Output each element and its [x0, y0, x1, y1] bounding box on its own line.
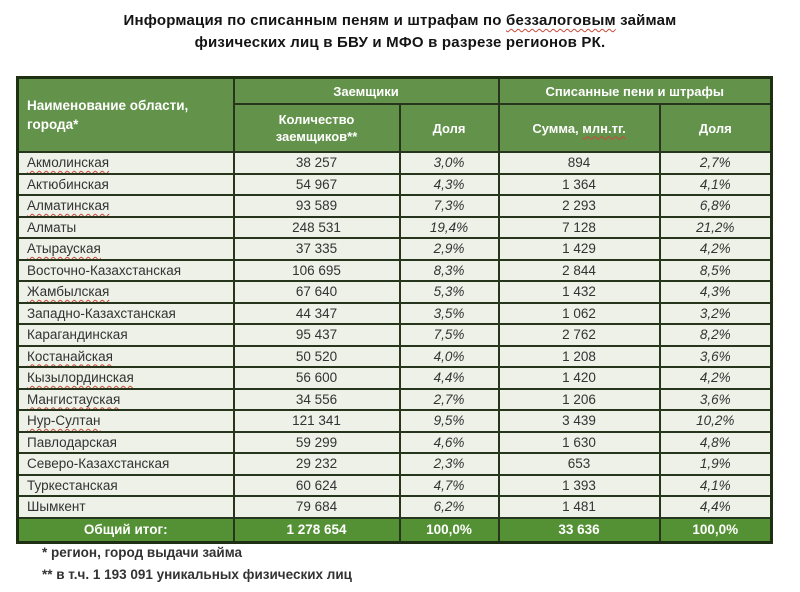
table-row [18, 260, 772, 282]
count-share-cell: 2,9% [400, 238, 499, 260]
title-text-part1: Информация по списанным пеням и штрафам по [123, 12, 507, 29]
footnote-region: * регион, город выдачи займа [42, 545, 243, 560]
sum-share-cell: 4,1% [660, 475, 772, 497]
count-cell: 95 437 [234, 324, 400, 346]
table-header [18, 78, 772, 153]
footnote-unique-individuals: ** в т.ч. 1 193 091 уникальных физических лиц [42, 567, 352, 582]
table-row [18, 475, 772, 497]
count-share-cell: 4,0% [400, 346, 499, 368]
count-share-cell: 3,0% [400, 152, 499, 174]
count-share-cell: 19,4% [400, 217, 499, 239]
count-share-cell: 7,3% [400, 195, 499, 217]
count-share-cell: 8,3% [400, 260, 499, 282]
total-label: Общий итог: [18, 518, 234, 543]
sum-share-cell: 8,5% [660, 260, 772, 282]
region-name: Туркестанская [27, 477, 118, 493]
column-group-written-off: Списанные пени и штрафы [499, 78, 772, 105]
region-cell [18, 195, 234, 217]
sum-share-cell: 10,2% [660, 410, 772, 432]
sum-share-cell: 21,2% [660, 217, 772, 239]
regions-table [16, 76, 773, 544]
column-group-borrowers: Заемщики [234, 78, 499, 105]
sum-header-part1: Сумма, [532, 120, 583, 136]
sum-cell: 3 439 [499, 410, 660, 432]
count-cell: 59 299 [234, 432, 400, 454]
sum-share-cell: 3,6% [660, 389, 772, 411]
sum-share-cell: 1,9% [660, 453, 772, 475]
sum-share-cell: 4,2% [660, 238, 772, 260]
sum-cell: 2 293 [499, 195, 660, 217]
total-sum-share: 100,0% [660, 518, 772, 543]
table-row [18, 496, 772, 518]
sum-cell: 1 206 [499, 389, 660, 411]
sum-header-misspelled: млн.тг. [582, 120, 626, 136]
sum-cell: 1 420 [499, 367, 660, 389]
table-row [18, 152, 772, 174]
region-name: Алматинская [27, 198, 110, 213]
sum-cell: 2 844 [499, 260, 660, 282]
region-cell [18, 303, 234, 325]
count-cell: 121 341 [234, 410, 400, 432]
region-cell [18, 410, 234, 432]
table-row [18, 432, 772, 454]
sum-cell: 1 429 [499, 238, 660, 260]
count-cell: 38 257 [234, 152, 400, 174]
page-title [80, 10, 720, 54]
column-header-borrowers-count: Количество заемщиков** [234, 104, 400, 152]
sum-share-cell: 4,8% [660, 432, 772, 454]
table-row [18, 367, 772, 389]
count-cell: 54 967 [234, 174, 400, 196]
region-name: Мангистауская [27, 391, 121, 407]
sum-cell: 1 630 [499, 432, 660, 454]
region-cell [18, 152, 234, 174]
total-count-share: 100,0% [400, 518, 499, 543]
sum-cell: 1 364 [499, 174, 660, 196]
region-cell [18, 174, 234, 196]
sum-cell: 1 208 [499, 346, 660, 368]
region-name: Карагандинская [27, 327, 128, 342]
table-row [18, 281, 772, 303]
table-row [18, 389, 772, 411]
column-header-region: Наименование области, города* [18, 78, 234, 153]
column-header-borrowers-share: Доля [400, 104, 499, 152]
table-row [18, 324, 772, 346]
sum-cell: 653 [499, 453, 660, 475]
region-name: Западно-Казахстанская [27, 305, 176, 321]
sum-share-cell: 6,8% [660, 195, 772, 217]
sum-cell: 2 762 [499, 324, 660, 346]
region-cell [18, 389, 234, 411]
region-cell [18, 475, 234, 497]
count-share-cell: 4,7% [400, 475, 499, 497]
region-name: Атырауская [27, 241, 101, 256]
region-cell [18, 432, 234, 454]
table-body [18, 152, 772, 518]
table-row [18, 217, 772, 239]
count-share-cell: 4,3% [400, 174, 499, 196]
column-header-written-off-share: Доля [660, 104, 772, 152]
total-count: 1 278 654 [234, 518, 400, 543]
count-share-cell: 6,2% [400, 496, 499, 518]
sum-cell: 894 [499, 152, 660, 174]
sum-share-cell: 3,2% [660, 303, 772, 325]
sum-share-cell: 2,7% [660, 152, 772, 174]
region-name: Актюбинская [27, 176, 109, 192]
region-name: Восточно-Казахстанская [27, 262, 182, 278]
count-cell: 50 520 [234, 346, 400, 368]
region-cell [18, 496, 234, 518]
sum-share-cell: 4,4% [660, 496, 772, 518]
region-cell [18, 260, 234, 282]
sum-share-cell: 4,3% [660, 281, 772, 303]
sum-cell: 1 062 [499, 303, 660, 325]
count-cell: 56 600 [234, 367, 400, 389]
count-share-cell: 4,4% [400, 367, 499, 389]
count-share-cell: 2,7% [400, 389, 499, 411]
region-name: Шымкент [27, 499, 86, 514]
count-cell: 44 347 [234, 303, 400, 325]
sum-share-cell: 4,2% [660, 367, 772, 389]
region-cell [18, 346, 234, 368]
region-name: Нур-Султан [27, 413, 101, 428]
table-row [18, 238, 772, 260]
sum-cell: 1 393 [499, 475, 660, 497]
count-cell: 34 556 [234, 389, 400, 411]
region-name: Костанайская [27, 348, 113, 364]
footnotes [42, 542, 352, 586]
count-share-cell: 5,3% [400, 281, 499, 303]
column-header-sum [499, 104, 660, 152]
sum-cell: 7 128 [499, 217, 660, 239]
count-cell: 67 640 [234, 281, 400, 303]
table-row [18, 453, 772, 475]
sum-cell: 1 481 [499, 496, 660, 518]
table-row [18, 303, 772, 325]
total-row [18, 518, 772, 543]
count-share-cell: 4,6% [400, 432, 499, 454]
count-share-cell: 2,3% [400, 453, 499, 475]
table-row [18, 195, 772, 217]
sum-cell: 1 432 [499, 281, 660, 303]
table-row [18, 346, 772, 368]
region-cell [18, 453, 234, 475]
sum-share-cell: 4,1% [660, 174, 772, 196]
count-cell: 29 232 [234, 453, 400, 475]
region-cell [18, 367, 234, 389]
count-share-cell: 3,5% [400, 303, 499, 325]
region-name: Жамбылская [27, 284, 110, 299]
count-share-cell: 9,5% [400, 410, 499, 432]
region-name: Северо-Казахстанская [27, 456, 170, 471]
count-cell: 93 589 [234, 195, 400, 217]
region-cell [18, 238, 234, 260]
count-cell: 79 684 [234, 496, 400, 518]
count-cell: 60 624 [234, 475, 400, 497]
total-sum: 33 636 [499, 518, 660, 543]
region-cell [18, 217, 234, 239]
count-cell: 106 695 [234, 260, 400, 282]
sum-share-cell: 8,2% [660, 324, 772, 346]
region-cell [18, 324, 234, 346]
region-name: Алматы [27, 219, 77, 235]
region-name: Кызылординская [27, 370, 134, 385]
region-name: Павлодарская [27, 434, 117, 450]
table-row [18, 410, 772, 432]
region-name: Акмолинская [27, 155, 110, 170]
region-cell [18, 281, 234, 303]
count-share-cell: 7,5% [400, 324, 499, 346]
count-cell: 248 531 [234, 217, 400, 239]
title-misspelled-word: беззалоговым [506, 12, 616, 29]
count-cell: 37 335 [234, 238, 400, 260]
table-row [18, 174, 772, 196]
sum-share-cell: 3,6% [660, 346, 772, 368]
title-text-part2: займам физических лиц в БВУ и МФО в разрезе регионов РК. [194, 12, 677, 51]
